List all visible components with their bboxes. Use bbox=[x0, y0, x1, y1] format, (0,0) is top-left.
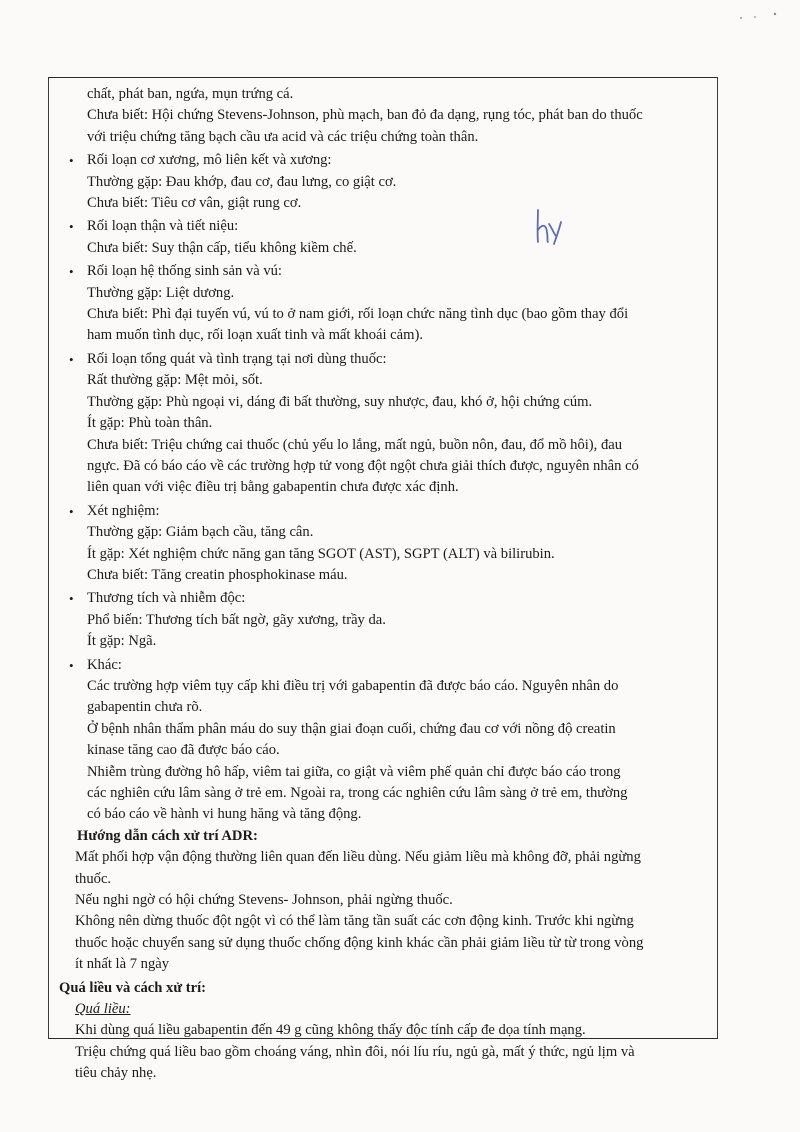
text-line: thuốc. bbox=[75, 870, 112, 887]
text-line: liên quan với việc điều trị bằng gabapentin chưa được xác định. bbox=[87, 479, 459, 496]
text-line: ham muốn tình dục, rối loạn xuất tinh và mất khoái cảm). bbox=[87, 327, 423, 344]
subheading-overdose: Quá liều: bbox=[75, 1001, 131, 1018]
heading-adr-management: Hướng dẫn cách xử trí ADR: bbox=[77, 827, 258, 844]
text-line: với triệu chứng tăng bạch cầu ưa acid và các triệu chứng toàn thân. bbox=[87, 128, 479, 145]
section-bullet-renal: • Rối loạn thận và tiết niệu: bbox=[59, 216, 715, 237]
text-line: Chưa biết: Phì đại tuyến vú, vú to ở nam giới, rối loạn chức năng tình dục (bao gồm thay đổi bbox=[87, 306, 629, 323]
text-line: Nếu nghi ngờ có hội chứng Stevens- Johnson, phải ngừng thuốc. bbox=[75, 892, 453, 909]
text-line: Không nên dừng thuốc đột ngột vì có thể làm tăng tần suất các cơn động kinh. Trước khi ngừng bbox=[75, 913, 634, 930]
text-line: Chưa biết: Tiêu cơ vân, giật rung cơ. bbox=[87, 195, 302, 212]
text-line: Chưa biết: Triệu chứng cai thuốc (chủ yếu lo lắng, mất ngủ, buồn nôn, đau, đổ mồ hôi), đau bbox=[87, 436, 623, 453]
text-line: các nghiên cứu lâm sàng ở trẻ em. Ngoài ra, trong các nghiên cứu lâm sàng ở trẻ em, thường bbox=[87, 785, 628, 801]
text-line: Chưa biết: Hội chứng Stevens-Johnson, phù mạch, ban đỏ đa dạng, rụng tóc, phát ban do thuốc bbox=[87, 107, 643, 124]
text-line: ít nhất là 7 ngày bbox=[75, 956, 170, 973]
text-line: Rất thường gặp: Mệt mỏi, sốt. bbox=[87, 372, 263, 389]
text-line: ngực. Đã có báo cáo về các trường hợp tử vong đột ngột chưa giải thích được, nguyên nhân có bbox=[87, 457, 639, 474]
text-line: Thường gặp: Giảm bạch cầu, tăng cân. bbox=[87, 524, 314, 541]
document-body bbox=[59, 84, 715, 1085]
section-bullet-general: • Rối loạn tổng quát và tình trạng tại nơi dùng thuốc: bbox=[59, 349, 715, 370]
section-bullet-injury: • Thương tích và nhiễm độc: bbox=[59, 588, 715, 609]
text-line: Triệu chứng quá liều bao gồm choáng váng, nhìn đôi, nói líu ríu, ngủ gà, mất ý thức, ngủ lịm và bbox=[75, 1043, 635, 1060]
text-line: Thường gặp: Đau khớp, đau cơ, đau lưng, co giật cơ. bbox=[87, 173, 397, 190]
text-line: Chưa biết: Suy thận cấp, tiểu không kiềm chế. bbox=[87, 239, 357, 256]
text-line: Ít gặp: Xét nghiệm chức năng gan tăng SGOT (AST), SGPT (ALT) và bilirubin. bbox=[87, 545, 555, 562]
text-line: Nhiễm trùng đường hô hấp, viêm tai giữa, co giật và viêm phế quản chỉ được báo cáo trong bbox=[87, 763, 621, 780]
text-line: Ít gặp: Ngã. bbox=[87, 633, 157, 650]
text-line: Ít gặp: Phù toàn thân. bbox=[87, 415, 213, 432]
text-line: thuốc hoặc chuyển sang sử dụng thuốc chống động kinh khác cần phải giảm liều từ từ trong vòng bbox=[75, 934, 644, 951]
text-line: chất, phát ban, ngứa, mụn trứng cá. bbox=[87, 86, 294, 102]
section-bullet-other: • Khác: bbox=[59, 655, 715, 676]
text-line: Các trường hợp viêm tụy cấp khi điều trị với gabapentin đã được báo cáo. Nguyên nhân do bbox=[87, 677, 619, 694]
text-line: kinase tăng cao đã được báo cáo. bbox=[87, 742, 280, 759]
section-bullet-reproductive: • Rối loạn hệ thống sinh sản và vú: bbox=[59, 261, 715, 282]
text-line: Phổ biến: Thương tích bất ngờ, gãy xương, trầy da. bbox=[87, 611, 386, 628]
section-bullet-musculoskeletal: • Rối loạn cơ xương, mô liên kết và xương: bbox=[59, 150, 715, 171]
text-line: Chưa biết: Tăng creatin phosphokinase máu. bbox=[87, 566, 348, 583]
text-line: tiêu chảy nhẹ. bbox=[75, 1065, 157, 1082]
corner-specks bbox=[735, 10, 785, 24]
text-line: Ở bệnh nhân thẩm phân máu do suy thận giai đoạn cuối, chứng đau cơ với nồng độ creatin bbox=[87, 720, 616, 737]
text-line: gabapentin chưa rõ. bbox=[87, 699, 203, 716]
text-line: Thường gặp: Liệt dương. bbox=[87, 284, 235, 301]
section-bullet-investigations: • Xét nghiệm: bbox=[59, 501, 715, 522]
text-line: Thường gặp: Phù ngoại vi, dáng đi bất thường, suy nhược, đau, khó ở, hội chứng cúm. bbox=[87, 393, 593, 410]
text-line: Khi dùng quá liều gabapentin đến 49 g cũng không thấy độc tính cấp đe dọa tính mạng. bbox=[75, 1022, 586, 1039]
text-line: Mất phối hợp vận động thường liên quan đến liều dùng. Nếu giảm liều mà không đỡ, phải ngừng bbox=[75, 849, 641, 866]
heading-overdose: Quá liều và cách xử trí: bbox=[59, 979, 206, 996]
text-line: có báo cáo về hành vi hung hăng và tăng động. bbox=[87, 806, 362, 823]
